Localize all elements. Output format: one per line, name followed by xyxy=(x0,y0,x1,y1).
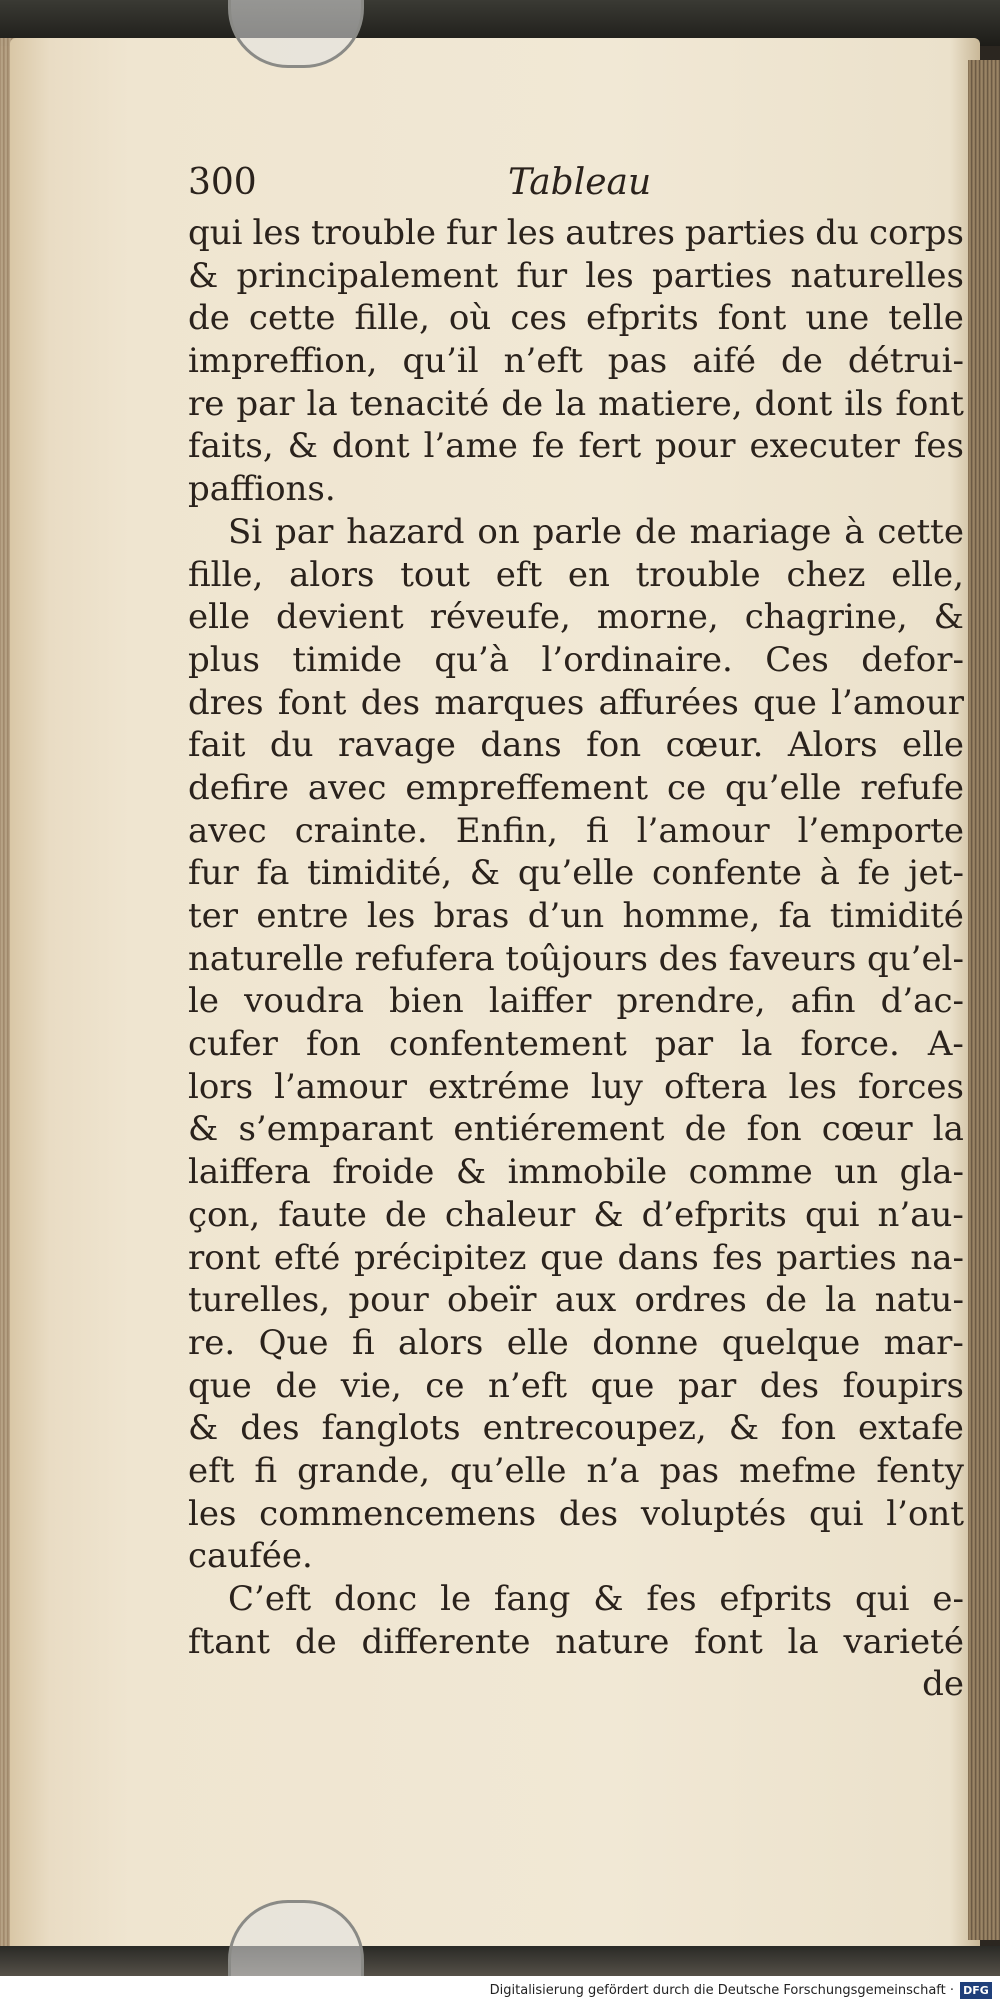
word: turelles, xyxy=(188,1280,331,1321)
word: naturelles xyxy=(790,255,964,296)
word: dres xyxy=(188,682,264,723)
word: laiffera xyxy=(188,1152,311,1193)
word: une xyxy=(805,298,870,339)
word: homme, xyxy=(622,896,761,936)
word: l’ont xyxy=(886,1493,964,1534)
text-line xyxy=(188,1407,964,1450)
word: fille, xyxy=(354,298,430,339)
word: le xyxy=(440,1579,472,1619)
word: quelque xyxy=(721,1322,861,1363)
word: réveufe, xyxy=(429,597,571,638)
word: confente xyxy=(652,853,802,894)
word: fert xyxy=(578,426,642,467)
word: aifé xyxy=(692,341,757,382)
word: précipitez xyxy=(354,1237,527,1278)
word: aux xyxy=(554,1280,617,1321)
word: fa xyxy=(256,853,290,894)
word: nature xyxy=(555,1621,670,1662)
word: luy xyxy=(590,1066,643,1107)
word: fon xyxy=(746,1109,802,1150)
word: parties xyxy=(776,1237,897,1278)
text-line xyxy=(188,340,964,383)
word: defire xyxy=(188,767,289,808)
word: l’ame xyxy=(423,426,518,467)
word: par xyxy=(236,383,295,424)
text-line xyxy=(188,895,964,938)
text-line xyxy=(188,1194,964,1237)
word: avec xyxy=(307,767,387,808)
text-line xyxy=(188,511,964,554)
word: extréme xyxy=(428,1066,570,1107)
word: ter xyxy=(188,896,239,936)
word: comme xyxy=(688,1152,813,1193)
word: timidité xyxy=(829,896,964,936)
word: les xyxy=(252,213,301,253)
word: qui xyxy=(809,1493,864,1534)
running-title: Tableau xyxy=(508,162,652,203)
word: donc xyxy=(334,1579,418,1619)
word: fon xyxy=(586,725,642,766)
word: vie, xyxy=(340,1365,402,1406)
word: de xyxy=(765,1280,807,1321)
word: les xyxy=(585,255,634,296)
word: elle xyxy=(901,725,964,766)
word: faute xyxy=(278,1194,367,1235)
word: à xyxy=(844,511,865,552)
word: forces xyxy=(858,1066,964,1107)
word: l’amour xyxy=(636,810,770,851)
word: fes xyxy=(712,1237,763,1278)
text-line xyxy=(188,810,964,853)
word: varieté xyxy=(843,1621,964,1662)
word: qu’à xyxy=(434,639,510,680)
word: plus xyxy=(188,639,260,680)
word: du xyxy=(269,725,314,766)
word: d’un xyxy=(527,896,605,936)
text-line xyxy=(188,852,964,895)
text-line xyxy=(188,1237,964,1280)
word: de xyxy=(634,511,677,552)
word: n’au- xyxy=(877,1194,964,1235)
word: cœur. xyxy=(665,725,764,766)
word: fi xyxy=(254,1450,278,1491)
text-line xyxy=(188,767,964,810)
word: parle xyxy=(532,511,622,552)
word: entre xyxy=(256,896,349,936)
word: des xyxy=(240,1408,300,1449)
word: ces xyxy=(510,298,567,339)
word: tenacité xyxy=(349,383,490,424)
word: mariage xyxy=(689,511,832,552)
word: confentement xyxy=(389,1024,627,1065)
word: que xyxy=(590,1365,655,1406)
word: fi xyxy=(585,810,609,851)
word: alors xyxy=(289,554,375,595)
text-line xyxy=(188,1450,964,1493)
word: differente xyxy=(361,1621,531,1662)
word: on xyxy=(477,511,520,552)
page-stack-edge xyxy=(968,60,1000,1940)
page-number: 300 xyxy=(188,162,257,203)
word: que xyxy=(188,1365,252,1406)
text-line xyxy=(188,1621,964,1664)
text-line xyxy=(188,554,964,597)
word: oftera xyxy=(663,1066,768,1107)
word: cette xyxy=(248,298,336,339)
word: principalement xyxy=(236,255,499,296)
word: ce xyxy=(425,1365,465,1406)
word: fes xyxy=(646,1579,697,1619)
word: font xyxy=(277,682,347,723)
word: la xyxy=(306,383,338,424)
word: efprits xyxy=(719,1579,833,1619)
word: donne xyxy=(592,1322,699,1363)
word: alors xyxy=(398,1322,484,1363)
body-text xyxy=(188,212,964,1706)
word: s’emparant xyxy=(238,1109,434,1150)
word: obeïr xyxy=(447,1280,537,1321)
word: les xyxy=(188,1493,237,1534)
word: bras xyxy=(433,896,510,936)
page-text xyxy=(188,162,964,1706)
word: des xyxy=(360,682,421,723)
word: n’a xyxy=(586,1450,640,1491)
word: fille, xyxy=(188,554,264,595)
word: re xyxy=(188,383,225,424)
word: qu’elle xyxy=(450,1450,567,1491)
word: l’amour xyxy=(274,1066,407,1107)
word: fenty xyxy=(876,1450,964,1491)
text-line xyxy=(188,1578,964,1621)
text-line xyxy=(188,1151,964,1194)
word: fon xyxy=(781,1408,836,1449)
text-line xyxy=(188,1023,964,1066)
text-line xyxy=(188,255,964,298)
word: trouble xyxy=(635,554,761,595)
word: & xyxy=(593,1579,624,1619)
word: de xyxy=(188,298,230,339)
word: cœur xyxy=(821,1109,913,1150)
word: pour xyxy=(348,1280,429,1321)
word: elle xyxy=(188,597,250,638)
word: qui xyxy=(188,213,243,253)
word: d’ac- xyxy=(880,981,964,1022)
word: du xyxy=(815,213,859,253)
word: eft xyxy=(188,1450,235,1491)
word: chaleur xyxy=(444,1194,576,1235)
word: par xyxy=(677,1365,737,1406)
word: les xyxy=(506,213,556,253)
word: corps xyxy=(868,213,964,253)
word: avec xyxy=(188,810,267,851)
word: des xyxy=(759,1365,820,1406)
word: bien xyxy=(389,981,464,1022)
word: faits, xyxy=(188,426,274,467)
text-line: de xyxy=(922,1664,964,1705)
word: par xyxy=(654,1024,714,1065)
text-line xyxy=(188,682,964,725)
word: afin xyxy=(790,981,856,1022)
word: force. xyxy=(800,1024,900,1065)
word: & xyxy=(188,1408,219,1449)
word: na- xyxy=(910,1237,964,1278)
word: hazard xyxy=(346,511,465,552)
word: natu- xyxy=(874,1280,964,1321)
word: crainte. xyxy=(294,810,428,851)
word: çon, xyxy=(188,1194,261,1235)
word: & xyxy=(287,426,318,467)
word: re. xyxy=(188,1322,236,1363)
word: telle xyxy=(888,298,964,339)
word: commencemens xyxy=(259,1493,537,1534)
text-line xyxy=(188,297,964,340)
word: trouble xyxy=(311,213,437,253)
word: de xyxy=(684,1109,727,1150)
word: le xyxy=(188,981,219,1022)
word: fang xyxy=(493,1579,571,1619)
text-line xyxy=(188,1108,964,1151)
word: qu’il xyxy=(402,341,479,382)
word: dans xyxy=(617,1237,699,1278)
text-line xyxy=(188,724,964,767)
word: que xyxy=(540,1237,604,1278)
word: d’efprits xyxy=(641,1194,787,1235)
word: executer xyxy=(749,426,900,467)
word: & xyxy=(933,597,964,638)
word: font xyxy=(717,298,787,339)
word: la xyxy=(787,1621,819,1662)
word: defor- xyxy=(861,639,964,680)
text-line xyxy=(188,1322,964,1365)
word: en xyxy=(567,554,610,595)
word: autres xyxy=(565,213,675,253)
word: fur xyxy=(446,213,497,253)
word: elle xyxy=(506,1322,569,1363)
word: timidité, xyxy=(307,853,453,894)
word: Que xyxy=(258,1322,329,1363)
word: un xyxy=(834,1152,879,1193)
word: naturelle xyxy=(188,938,344,979)
word: des xyxy=(558,1493,619,1534)
word: n’eft xyxy=(503,341,583,382)
word: & xyxy=(188,1109,219,1150)
word: Enfin, xyxy=(455,810,558,851)
word: pas xyxy=(659,1450,720,1491)
word: Alors xyxy=(787,725,878,766)
word: cette xyxy=(877,511,964,552)
word: prendre, xyxy=(616,981,766,1022)
word: voluptés xyxy=(640,1493,787,1534)
dfg-logo: DFG xyxy=(960,1982,992,1999)
word: & xyxy=(469,853,501,894)
word: ront xyxy=(188,1237,261,1278)
word: par xyxy=(275,511,334,552)
word: immobile xyxy=(507,1152,668,1193)
word: l’ordinaire. xyxy=(541,639,733,680)
word: l’amour xyxy=(831,682,964,723)
word: font xyxy=(694,1621,763,1662)
word: fur xyxy=(188,853,239,894)
word: cufer xyxy=(188,1024,278,1065)
text-line xyxy=(188,639,964,682)
word: fon xyxy=(306,1024,361,1065)
word: e- xyxy=(932,1579,964,1619)
text-line xyxy=(188,383,964,426)
word: fa xyxy=(778,896,812,936)
word: A- xyxy=(927,1024,964,1065)
word: voudra xyxy=(244,981,364,1022)
word: & xyxy=(728,1408,759,1449)
word: efprits xyxy=(585,298,699,339)
word: fait xyxy=(188,725,246,766)
word: de xyxy=(501,383,544,424)
text-line xyxy=(188,1279,964,1322)
word: font xyxy=(895,383,964,424)
word: laiffer xyxy=(488,981,592,1022)
word: fe xyxy=(531,426,565,467)
word: parties xyxy=(684,213,806,253)
word: refufera xyxy=(354,938,495,979)
word: eft xyxy=(495,554,543,595)
scanner-bottom-border xyxy=(0,1946,1000,1976)
word: de xyxy=(781,341,823,382)
word: toûjours xyxy=(505,938,648,979)
word: fur xyxy=(516,255,568,296)
word: chagrine, xyxy=(744,597,908,638)
word: détrui- xyxy=(847,341,964,382)
word: qu’elle xyxy=(725,767,842,808)
word: timide xyxy=(292,639,402,680)
word: pour xyxy=(655,426,736,467)
word: qui xyxy=(854,1579,910,1619)
word: devient xyxy=(276,597,404,638)
word: mefme xyxy=(739,1450,857,1491)
word: dont xyxy=(754,383,833,424)
word: & xyxy=(188,255,219,296)
word: faveurs xyxy=(728,938,857,979)
word: grande, xyxy=(297,1450,431,1491)
word: gla- xyxy=(899,1152,964,1193)
word: C’eft xyxy=(228,1579,312,1619)
word: parties xyxy=(651,255,773,296)
page-header xyxy=(188,162,964,212)
word: la xyxy=(741,1024,773,1065)
text-line xyxy=(188,980,964,1023)
word: à xyxy=(819,853,840,894)
word: refufe xyxy=(860,767,964,808)
word: qu’el- xyxy=(866,938,964,979)
word: de xyxy=(384,1194,427,1235)
word: entrecoupez, xyxy=(482,1408,707,1449)
text-line xyxy=(188,1066,964,1109)
word: fi xyxy=(351,1322,375,1363)
word: extafe xyxy=(857,1408,964,1449)
word: impreffion, xyxy=(188,341,378,382)
word: foupirs xyxy=(842,1365,964,1406)
word: fes xyxy=(913,426,964,467)
word: tout xyxy=(400,554,470,595)
word: qu’elle xyxy=(517,853,635,894)
text-line: paffions. xyxy=(188,469,336,510)
word: la xyxy=(555,383,587,424)
word: matiere, xyxy=(598,383,743,424)
text-line xyxy=(188,596,964,639)
word: ravage xyxy=(337,725,456,766)
word: l’emporte xyxy=(797,810,964,851)
word: ordres xyxy=(634,1280,747,1321)
word: jet- xyxy=(908,853,964,894)
text-line xyxy=(188,212,964,255)
word: fe xyxy=(857,853,891,894)
word: froide xyxy=(332,1152,435,1193)
word: lors xyxy=(188,1066,254,1107)
word: entiérement xyxy=(453,1109,665,1150)
word: chez xyxy=(786,554,866,595)
text-line xyxy=(188,1365,964,1408)
word: fanglots xyxy=(321,1408,461,1449)
word: marques xyxy=(434,682,585,723)
funding-credit: Digitalisierung gefördert durch die Deutsche Forschungsgemeinschaft · xyxy=(489,1983,954,1998)
word: les xyxy=(788,1066,837,1107)
text-line: caufée. xyxy=(188,1536,313,1577)
word: mar- xyxy=(883,1322,964,1363)
word: pas xyxy=(607,341,668,382)
word: empreffement xyxy=(405,767,649,808)
word: dans xyxy=(480,725,562,766)
word: la xyxy=(825,1280,857,1321)
word: morne, xyxy=(596,597,719,638)
word: affurées xyxy=(598,682,739,723)
text-line xyxy=(188,938,964,981)
word: elle, xyxy=(891,554,964,595)
word: efté xyxy=(273,1237,341,1278)
word: ce xyxy=(666,767,707,808)
word: la xyxy=(932,1109,964,1150)
word: n’eft xyxy=(488,1365,568,1406)
word: ftant xyxy=(188,1621,271,1662)
word: Si xyxy=(228,511,263,552)
word: des xyxy=(658,938,718,979)
word: de xyxy=(275,1365,318,1406)
word: Ces xyxy=(765,639,829,680)
word: qui xyxy=(804,1194,860,1235)
word: & xyxy=(455,1152,487,1193)
text-line xyxy=(188,425,964,468)
word: de xyxy=(294,1621,337,1662)
word: que xyxy=(753,682,817,723)
word: & xyxy=(593,1194,624,1235)
word: où xyxy=(448,298,492,339)
text-line xyxy=(188,1493,964,1536)
word: les xyxy=(366,896,416,936)
word: ils xyxy=(844,383,884,424)
word: dont xyxy=(331,426,410,467)
